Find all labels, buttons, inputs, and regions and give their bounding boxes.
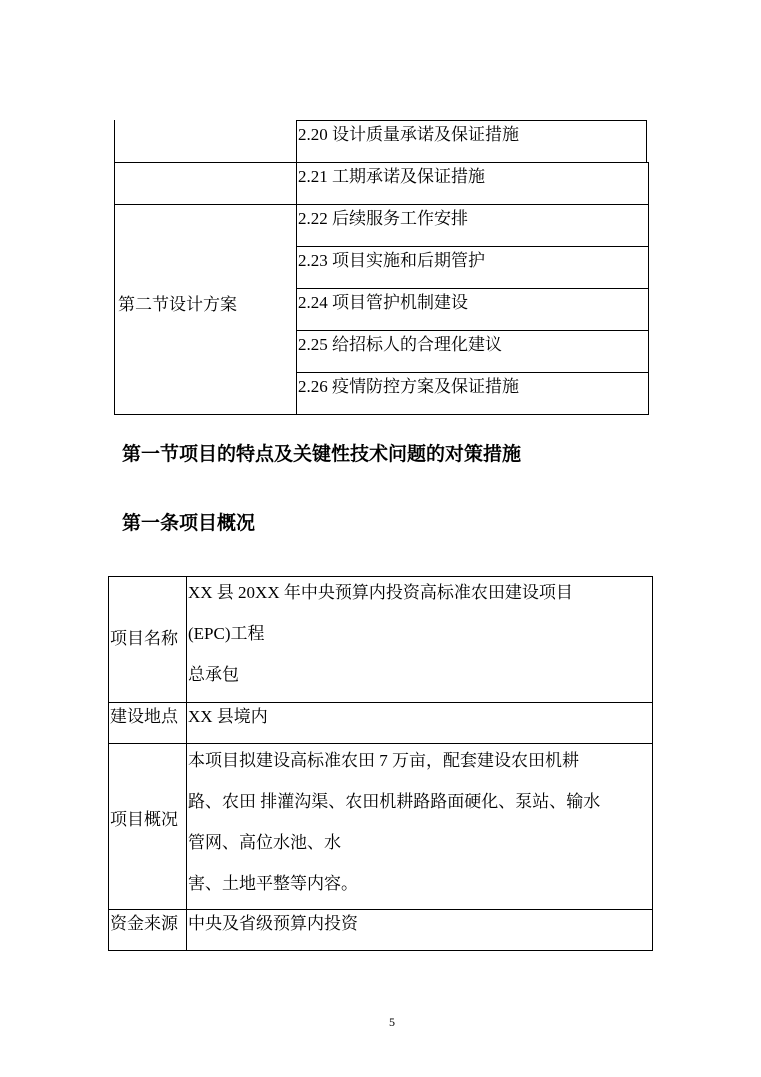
overview-value-line: XX 县 20XX 年中央预算内投资高标准农田建设项目	[188, 583, 573, 602]
toc-item-text: 2.22 后续服务工作安排	[298, 209, 468, 228]
overview-value-line: 管网、高位水池、水	[188, 833, 341, 852]
overview-label-cell	[108, 743, 187, 910]
overview-value-line: 总承包	[188, 665, 239, 684]
overview-value-cell	[186, 702, 653, 744]
overview-label-cell	[108, 576, 187, 703]
overview-label: 项目名称	[110, 629, 178, 648]
toc-item	[296, 330, 649, 373]
toc-section-label: 第二节设计方案	[118, 295, 237, 314]
article-heading: 第一条项目概况	[122, 512, 256, 534]
toc-section-cell	[114, 204, 297, 415]
overview-label: 建设地点	[110, 707, 178, 726]
toc-item	[296, 372, 649, 415]
overview-value-line: XX 县境内	[188, 707, 268, 726]
toc-item-text: 2.23 项目实施和后期管护	[298, 251, 485, 270]
overview-label: 项目概况	[110, 810, 178, 829]
toc-item	[296, 120, 647, 163]
toc-left-cell-empty	[114, 162, 297, 205]
overview-value-line: 本项目拟建设高标准农田 7 万亩，配套建设农田机耕	[188, 751, 579, 770]
overview-value-line: 中央及省级预算内投资	[188, 914, 358, 933]
toc-item-text: 2.20 设计质量承诺及保证措施	[298, 125, 519, 144]
toc-item-text: 2.26 疫情防控方案及保证措施	[298, 377, 519, 396]
overview-value-line: (EPC)工程	[188, 624, 265, 643]
overview-value-line: 路、农田 排灌沟渠、农田机耕路路面硬化、泵站、输水	[188, 792, 601, 811]
toc-item	[296, 288, 649, 331]
page-number: 5	[389, 1015, 395, 1029]
toc-item	[296, 246, 649, 289]
toc-item	[296, 204, 649, 247]
toc-item-text: 2.24 项目管护机制建设	[298, 293, 468, 312]
overview-label-cell	[108, 909, 187, 951]
toc-item	[296, 162, 649, 205]
overview-value-cell	[186, 576, 653, 703]
toc-item-text: 2.25 给招标人的合理化建议	[298, 335, 502, 354]
overview-value-cell	[186, 743, 653, 910]
section-heading: 第一节项目的特点及关键性技术问题的对策措施	[122, 443, 522, 465]
overview-value-cell	[186, 909, 653, 951]
overview-label-cell	[108, 702, 187, 744]
overview-label: 资金来源	[110, 914, 178, 933]
toc-left-cell-empty	[114, 120, 297, 163]
toc-item-text: 2.21 工期承诺及保证措施	[298, 167, 485, 186]
overview-value-line: 害、土地平整等内容。	[188, 874, 358, 893]
